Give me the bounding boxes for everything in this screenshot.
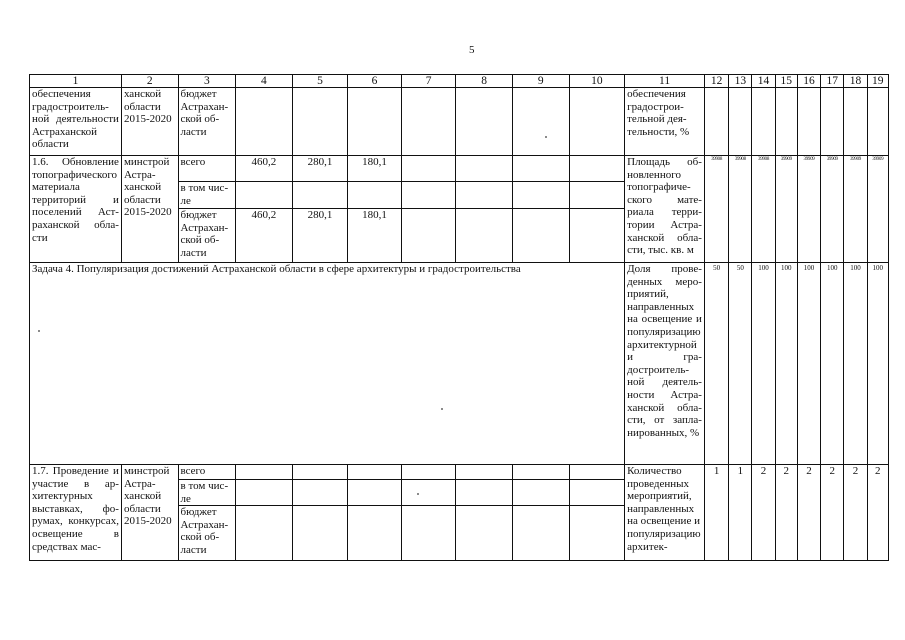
indicator-value: 2 bbox=[867, 465, 888, 561]
indicator-value: 2 bbox=[821, 465, 844, 561]
funding-source: всего bbox=[178, 465, 236, 480]
col-header: 9 bbox=[512, 75, 569, 88]
indicator-value: 39908 bbox=[752, 156, 775, 263]
amount-cell: 460,2 bbox=[236, 209, 293, 263]
amount-cell: 460,2 bbox=[236, 156, 293, 182]
col-header: 5 bbox=[292, 75, 348, 88]
table-row bbox=[30, 156, 889, 182]
scan-speck bbox=[545, 136, 547, 138]
table-row bbox=[30, 263, 889, 465]
amount-cell: 180,1 bbox=[348, 156, 402, 182]
indicator-value: 2 bbox=[797, 465, 820, 561]
indicator-value: 2 bbox=[752, 465, 775, 561]
col-header: 19 bbox=[867, 75, 888, 88]
col-header: 16 bbox=[797, 75, 820, 88]
col-header: 17 bbox=[821, 75, 844, 88]
col-header: 14 bbox=[752, 75, 775, 88]
indicator-value: 2 bbox=[844, 465, 867, 561]
indicator-value: 39909 bbox=[775, 156, 797, 263]
task-heading: Задача 4. Популяризация достижений Астраханской области в сфере архитектуры и градостроительства bbox=[30, 263, 625, 465]
funding-source: бюджет Астраханской области bbox=[178, 209, 236, 263]
scan-speck bbox=[38, 330, 40, 332]
indicator-value: 39909 bbox=[797, 156, 820, 263]
scan-speck bbox=[417, 493, 419, 495]
funding-source: всего bbox=[178, 156, 236, 182]
col-header: 6 bbox=[348, 75, 402, 88]
col-header: 13 bbox=[729, 75, 752, 88]
table-row bbox=[30, 88, 889, 156]
col-header: 18 bbox=[844, 75, 867, 88]
col-header: 12 bbox=[704, 75, 728, 88]
col-header: 8 bbox=[456, 75, 513, 88]
indicator-name: обеспечения градостроительной деятельности, % bbox=[625, 88, 705, 156]
measure-name: 1.7. Проведение и участие в архитектурных выставках, форумах, конкурсах, освещение в средствах мас- bbox=[30, 465, 122, 561]
indicator-value: 1 bbox=[729, 465, 752, 561]
col-header: 15 bbox=[775, 75, 797, 88]
indicator-value: 39909 bbox=[821, 156, 844, 263]
indicator-name: Площадь обновленного топографического материала территории Астраханской области, тыс. кв. м bbox=[625, 156, 705, 263]
scan-speck bbox=[441, 408, 443, 410]
col-header: 3 bbox=[178, 75, 236, 88]
funding-source: бюджет Астраханской области bbox=[178, 506, 236, 561]
executor-cell: минстрой Астраханской области 2015-2020 bbox=[121, 156, 178, 263]
amount-cell: 180,1 bbox=[348, 209, 402, 263]
executor-cell: минстрой Астраханской области 2015-2020 bbox=[121, 465, 178, 561]
column-number-row bbox=[30, 75, 889, 88]
page-number: 5 bbox=[469, 44, 475, 56]
indicator-value: 100 bbox=[775, 263, 797, 465]
indicator-value: 100 bbox=[867, 263, 888, 465]
indicator-value: 39908 bbox=[704, 156, 728, 263]
measure-name: 1.6. Обновление топографического материала территорий и поселений Астраханской области bbox=[30, 156, 122, 263]
indicator-value: 100 bbox=[797, 263, 820, 465]
indicator-value: 50 bbox=[704, 263, 728, 465]
col-header: 10 bbox=[569, 75, 625, 88]
indicator-value: 39908 bbox=[729, 156, 752, 263]
program-table bbox=[29, 74, 889, 561]
measure-name: обеспечения градостроительной деятельности Астраханской области bbox=[30, 88, 122, 156]
indicator-value: 39909 bbox=[867, 156, 888, 263]
indicator-value: 100 bbox=[844, 263, 867, 465]
col-header: 7 bbox=[401, 75, 456, 88]
col-header: 11 bbox=[625, 75, 705, 88]
indicator-name: Количество проведенных мероприятий, направленных на освещение и популяризацию архитек- bbox=[625, 465, 705, 561]
indicator-value: 2 bbox=[775, 465, 797, 561]
indicator-name: Доля проведенных мероприятий, направленных на освещение и популяризацию архитектурной и градостроительной деятельности Астраханской области, от запланированных, % bbox=[625, 263, 705, 465]
amount-cell: 280,1 bbox=[292, 209, 348, 263]
col-header: 4 bbox=[236, 75, 293, 88]
funding-source: в том числе bbox=[178, 480, 236, 506]
col-header: 1 bbox=[30, 75, 122, 88]
indicator-value: 100 bbox=[752, 263, 775, 465]
executor-cell: ханской области 2015-2020 bbox=[121, 88, 178, 156]
col-header: 2 bbox=[121, 75, 178, 88]
table-row bbox=[30, 465, 889, 480]
indicator-value: 50 bbox=[729, 263, 752, 465]
indicator-value: 39909 bbox=[844, 156, 867, 263]
amount-cell: 280,1 bbox=[292, 156, 348, 182]
funding-source: в том числе bbox=[178, 182, 236, 209]
funding-source: бюджет Астраханской области bbox=[178, 88, 236, 156]
indicator-value: 1 bbox=[704, 465, 728, 561]
indicator-value: 100 bbox=[821, 263, 844, 465]
